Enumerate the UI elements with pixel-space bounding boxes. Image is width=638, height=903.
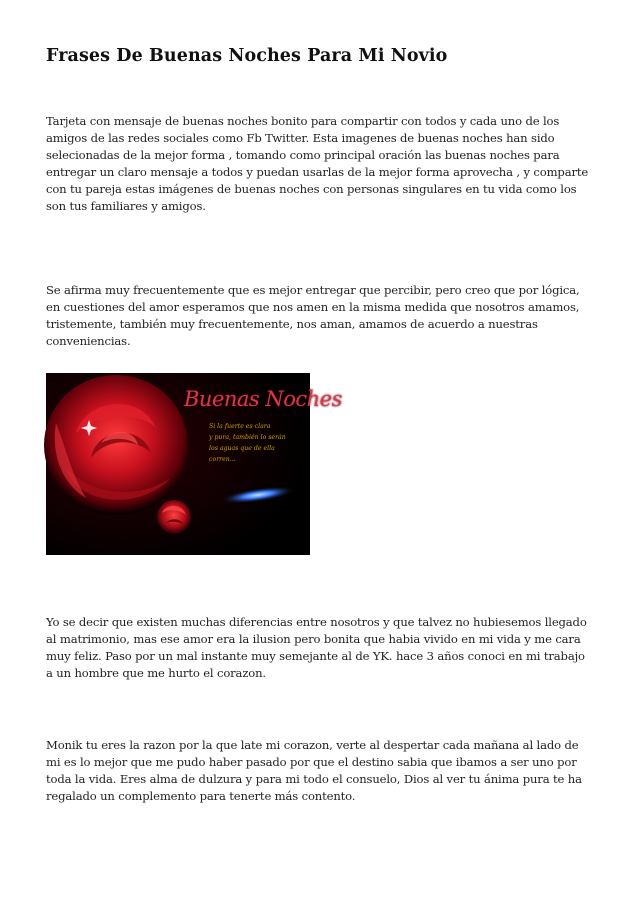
paragraph-monik: Monik tu eres la razon por la que late mi corazon, verte al despertar cada mañana al lado de mi es lo mejor que me pudo haber pasado por que el destino sabia que ibamos a ser uno por toda la vida. Eres alma de dulzura y para mi todo el consuelo, Dios al ver tu ánima pura te ha regalado un complemento para tenerte más contento.: [46, 738, 582, 803]
card-verse-line: los aguas que de ella: [209, 445, 275, 452]
greeting-card-image: [46, 373, 342, 555]
paragraph-intro: Tarjeta con mensaje de buenas noches bonito para compartir con todos y cada uno de los amigos de las redes sociales como Fb Twitter. Esta imagenes de buenas noches han sido selecionadas de la mejor forma , tomando como principal oración las buenas noches para entregar un claro mensaje a todos y puedan usarlas de la mejor forma aprovecha , y comparte con tu pareja estas imágenes de buenas noches con personas singulares en tu vida como los son tus familiares y amigos.: [46, 114, 589, 213]
paragraph-story: Yo se decir que existen muchas diferencias entre nosotros y que talvez no hubiesemos llegado al matrimonio, mas ese amor era la ilusion pero bonita que habia vivido en mi vida y me cara muy feliz. Paso por un mal instante muy semejante al de YK. hace 3 años conoci en mi trabajo a un hombre que me hurto el corazon.: [46, 615, 587, 680]
card-verse: [209, 421, 309, 465]
small-rose-icon: [157, 500, 191, 534]
large-rose-icon: [44, 375, 188, 515]
paragraph-love: Se afirma muy frecuentemente que es mejor entregar que percibir, pero creo que por lógica, en cuestiones del amor esperamos que nos amen en la misma medida que nosotros amamos, tristemente, también muy frecuentemente, nos aman, amamos de acuerdo a nuestras conveniencias.: [46, 283, 580, 348]
card-title: Buenas Noches: [184, 387, 342, 411]
card-verse-line: corren...: [209, 456, 236, 463]
page-title: Frases De Buenas Noches Para Mi Novio: [46, 46, 448, 66]
card-verse-line: y pura, también lo serán: [209, 434, 286, 441]
card-verse-line: Si la fuerte es clara: [209, 423, 271, 430]
